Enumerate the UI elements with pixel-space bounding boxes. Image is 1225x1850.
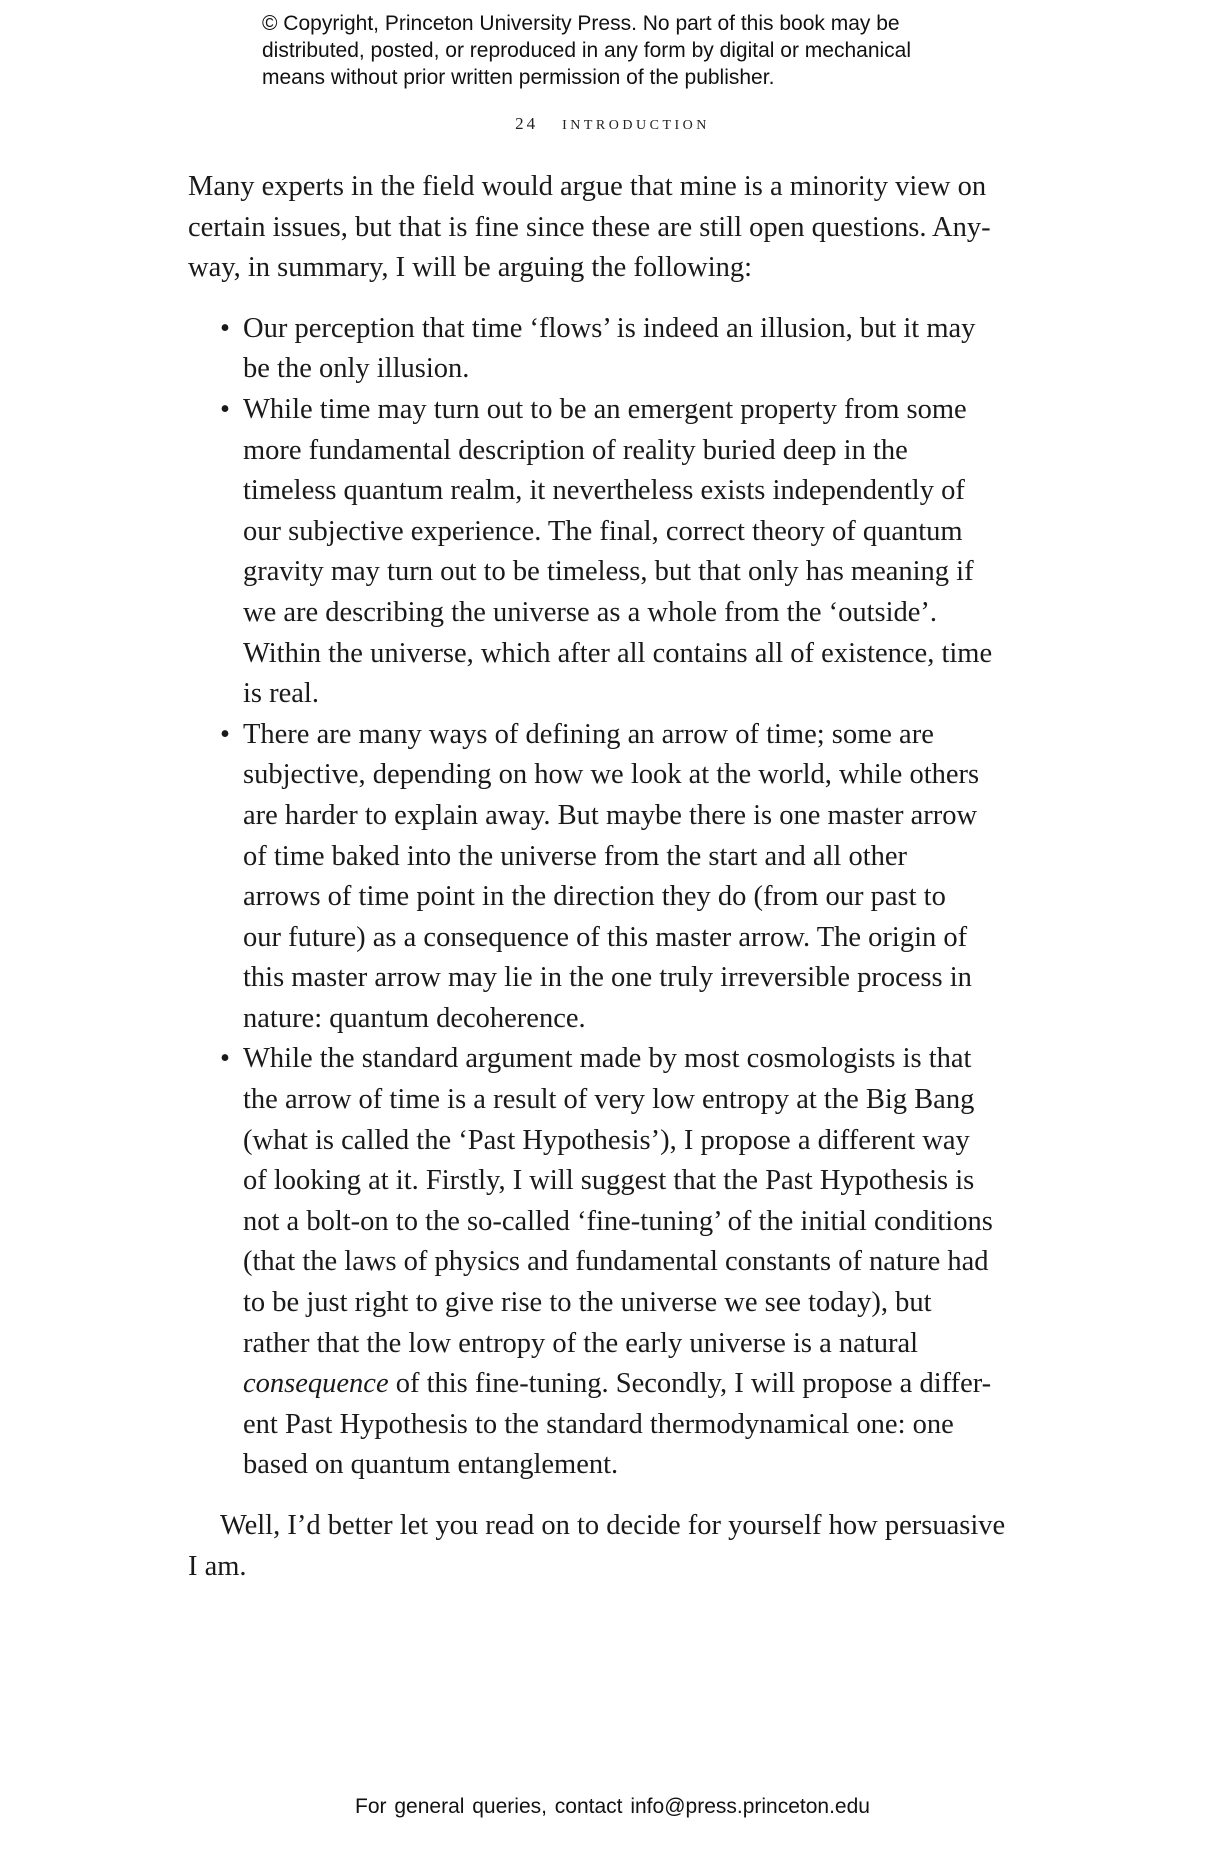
text-line: of looking at it. Firstly, I will suggest that the Past Hypothesis is [243, 1165, 975, 1197]
bullet-marker: • [220, 1043, 230, 1075]
text-line: While the standard argument made by most cosmologists is that [243, 1043, 972, 1075]
bullet-marker: • [220, 393, 230, 425]
body-text [188, 167, 1048, 1587]
list-item [188, 715, 1048, 1040]
text-line: we are describing the universe as a whole from the ‘outside’. [243, 596, 938, 628]
text-line: Within the universe, which after all contains all of existence, time [243, 637, 993, 669]
text-line: certain issues, but that is fine since these are still open questions. Any- [188, 211, 991, 243]
text-line: rather that the low entropy of the early universe is a natural [243, 1327, 919, 1359]
text-line: There are many ways of defining an arrow of time; some are [243, 718, 934, 750]
text-line: gravity may turn out to be timeless, but that only has meaning if [243, 556, 974, 588]
text-line: our subjective experience. The final, correct theory of quantum [243, 515, 963, 547]
list-item [188, 390, 1048, 715]
text-segment: of this fine-tuning. Secondly, I will propose a differ- [388, 1368, 992, 1400]
text-line: Many experts in the field would argue that mine is a minority view on [188, 171, 987, 202]
text-line: more fundamental description of reality buried deep in the [243, 434, 908, 466]
copyright-line: means without prior written permission of the publisher. [262, 66, 775, 89]
text-line: our future) as a consequence of this master arrow. The origin of [243, 921, 968, 953]
text-line: be the only illusion. [243, 353, 470, 385]
emphasized-word: consequence [243, 1368, 389, 1400]
text-line: to be just right to give rise to the universe we see today), but [243, 1287, 932, 1319]
copyright-line: distributed, posted, or reproduced in any form by digital or mechanical [262, 39, 912, 62]
text-line: arrows of time point in the direction they do (from our past to [243, 881, 946, 913]
copyright-line: © Copyright, Princeton University Press. No part of this book may be [262, 12, 900, 35]
footer-contact: For general queries, contact info@press.princeton.edu [355, 1795, 870, 1818]
summary-bullet-list [188, 309, 1048, 1486]
text-line: timeless quantum realm, it nevertheless exists independently of [243, 475, 965, 507]
text-line: Well, I’d better let you read on to decide for yourself how persuasive [220, 1510, 1006, 1541]
text-line: not a bolt-on to the so-called ‘fine-tuning’ of the initial conditions [243, 1205, 993, 1237]
page-number: 24 [515, 114, 539, 133]
text-line [243, 1364, 1048, 1405]
text-line: I am. [188, 1550, 247, 1582]
section-title: introduction [562, 112, 710, 134]
text-line: (that the laws of physics and fundamental constants of nature had [243, 1246, 989, 1278]
list-item [188, 1039, 1048, 1486]
text-line: is real. [243, 678, 319, 710]
closing-paragraph [188, 1506, 1048, 1587]
text-line: based on quantum entanglement. [243, 1449, 619, 1481]
text-line: Our perception that time ‘flows’ is indeed an illusion, but it may [243, 312, 976, 344]
text-line: this master arrow may lie in the one truly irreversible process in [243, 962, 972, 994]
text-line: nature: quantum decoherence. [243, 1002, 586, 1034]
text-line: While time may turn out to be an emergent property from some [243, 393, 967, 425]
text-line: the arrow of time is a result of very low entropy at the Big Bang [243, 1084, 975, 1116]
text-line: (what is called the ‘Past Hypothesis’), I propose a different way [243, 1124, 970, 1156]
running-head [0, 112, 1225, 135]
bullet-marker: • [220, 312, 230, 344]
copyright-notice [262, 10, 982, 91]
text-line: ent Past Hypothesis to the standard thermodynamical one: one [243, 1408, 954, 1440]
text-line: are harder to explain away. But maybe there is one master arrow [243, 799, 978, 831]
list-item [188, 309, 1048, 390]
bullet-marker: • [220, 718, 230, 750]
text-line: subjective, depending on how we look at the world, while others [243, 759, 980, 791]
text-line: way, in summary, I will be arguing the following: [188, 252, 753, 284]
intro-paragraph [188, 167, 1048, 289]
text-line: of time baked into the universe from the start and all other [243, 840, 908, 872]
